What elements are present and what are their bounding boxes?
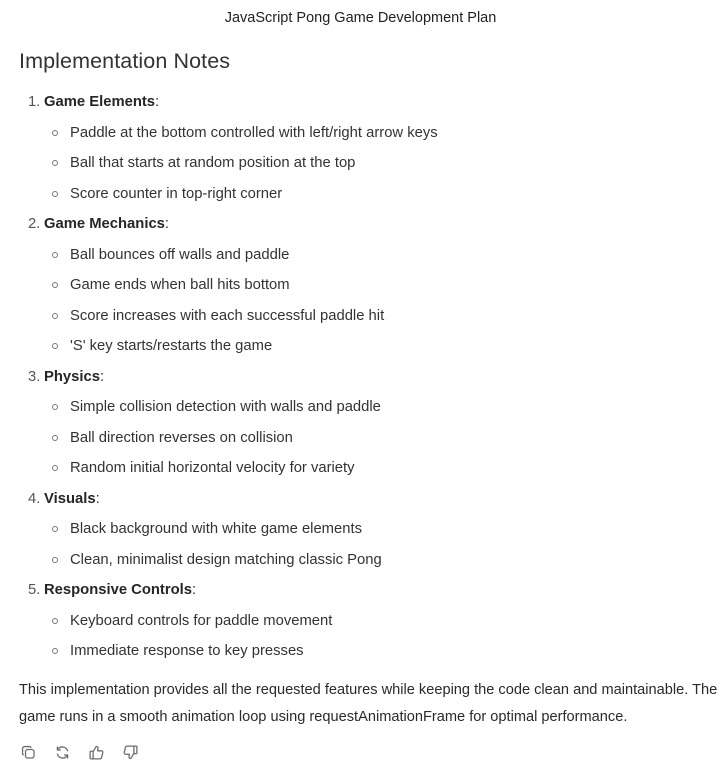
copy-icon [20, 744, 37, 761]
notes-group [0, 362, 721, 393]
bullet-circle-icon [52, 160, 58, 166]
group-number: 2. [28, 216, 41, 232]
regenerate-button[interactable] [51, 741, 73, 763]
list-item [0, 179, 721, 210]
list-item [0, 514, 721, 545]
bullet-circle-icon [52, 404, 58, 410]
list-item-text: Clean, minimalist design matching classic Pong [70, 551, 382, 568]
group-title-text: Responsive Controls [44, 582, 192, 598]
list-item [0, 453, 721, 484]
list-item-text: 'S' key starts/restarts the game [70, 338, 273, 354]
list-item-text: Random initial horizontal velocity for variety [70, 460, 355, 476]
list-item [0, 423, 721, 454]
list-item-text: Game ends when ball hits bottom [70, 277, 290, 293]
thumbs-down-icon [122, 744, 139, 761]
group-number: 1. [28, 94, 41, 110]
list-item-text: Immediate response to key presses [70, 643, 304, 659]
implementation-notes-list [0, 87, 721, 667]
bullet-circle-icon [52, 435, 58, 441]
group-title: Game Mechanics: [44, 216, 170, 232]
list-item [0, 606, 721, 637]
list-item-text: Simple collision detection with walls and paddle [70, 399, 381, 415]
bullet-circle-icon [52, 282, 58, 288]
list-item [0, 331, 721, 362]
list-item-text: Ball direction reverses on collision [70, 429, 293, 446]
notes-group [0, 209, 721, 240]
list-item-text: Score increases with each successful paddle hit [70, 307, 385, 324]
thumbs-up-button[interactable] [85, 741, 107, 763]
group-number: 3. [28, 368, 41, 385]
section-heading: Implementation Notes [19, 49, 231, 73]
bullet-circle-icon [52, 618, 58, 624]
group-number: 5. [28, 582, 41, 598]
notes-group [0, 575, 721, 606]
summary-paragraph: This implementation provides all the requested features while keeping the code clean and maintainable. The game runs in a smooth animation loop using requestAnimationFrame for optimal performance. [19, 682, 718, 725]
group-title-text: Game Elements [44, 94, 156, 110]
message-actions [17, 741, 141, 763]
regenerate-icon [54, 744, 71, 761]
list-item-text: Ball that starts at random position at the top [70, 155, 356, 171]
group-title: Game Elements: [44, 94, 160, 110]
group-title-text: Game Mechanics [44, 216, 165, 232]
list-item [0, 270, 721, 301]
list-item [0, 545, 721, 576]
notes-group [0, 87, 721, 118]
bullet-circle-icon [52, 252, 58, 258]
thumbs-down-button[interactable] [119, 741, 141, 763]
group-title: Physics: [44, 368, 105, 385]
copy-button[interactable] [17, 741, 39, 763]
list-item [0, 392, 721, 423]
group-number: 4. [28, 490, 41, 507]
list-item [0, 301, 721, 332]
list-item [0, 118, 721, 149]
list-item [0, 636, 721, 667]
group-title: Visuals: [44, 490, 100, 507]
bullet-circle-icon [52, 343, 58, 349]
notes-group [0, 484, 721, 515]
bullet-circle-icon [52, 557, 58, 563]
list-item-text: Black background with white game elements [70, 521, 362, 537]
group-title-text: Physics [44, 368, 100, 385]
bullet-circle-icon [52, 130, 58, 136]
bullet-circle-icon [52, 648, 58, 654]
group-title: Responsive Controls: [44, 582, 197, 598]
bullet-circle-icon [52, 191, 58, 197]
bullet-circle-icon [52, 526, 58, 532]
group-title-text: Visuals [44, 490, 96, 507]
list-item [0, 240, 721, 271]
list-item-text: Keyboard controls for paddle movement [70, 612, 333, 629]
list-item-text: Ball bounces off walls and paddle [70, 246, 290, 263]
list-item-text: Paddle at the bottom controlled with left/right arrow keys [70, 124, 438, 141]
list-item-text: Score counter in top-right corner [70, 185, 283, 202]
thumbs-up-icon [88, 744, 105, 761]
list-item [0, 148, 721, 179]
bullet-circle-icon [52, 465, 58, 471]
document-title: JavaScript Pong Game Development Plan [224, 10, 497, 26]
bullet-circle-icon [52, 313, 58, 319]
